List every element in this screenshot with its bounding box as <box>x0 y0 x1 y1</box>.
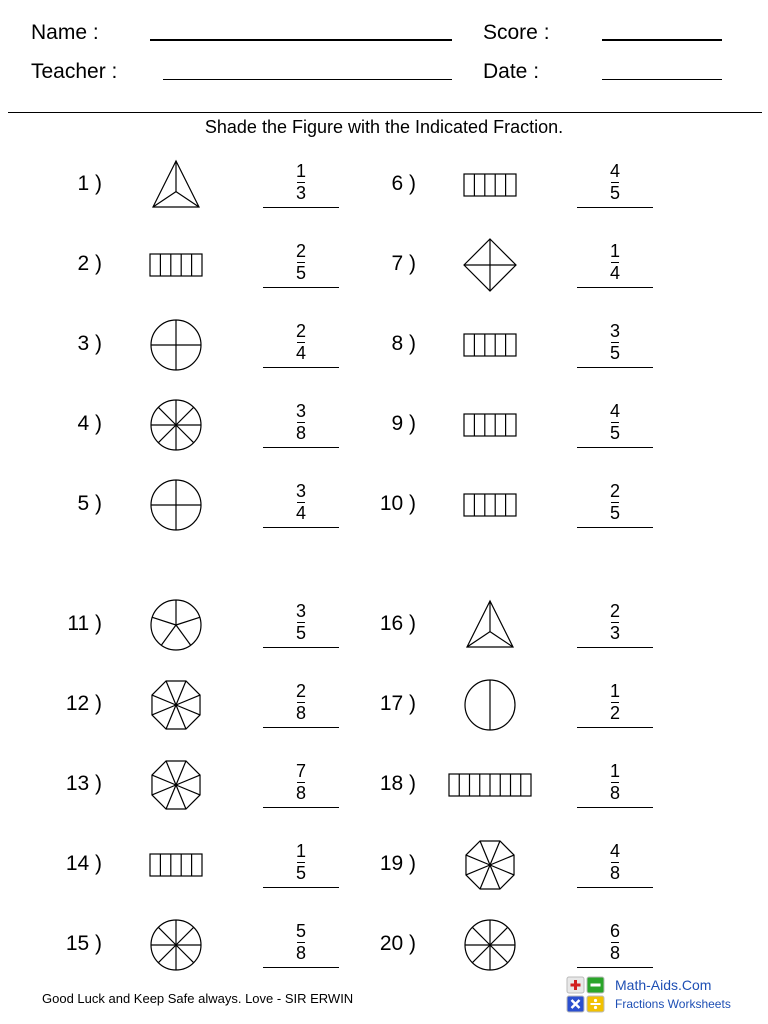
fraction-bar <box>297 182 305 183</box>
score-label: Score : <box>483 21 550 44</box>
problem-number: 19 ) <box>379 852 416 875</box>
fraction-bar <box>297 262 305 263</box>
bar-figure-svg <box>149 851 203 879</box>
date-line[interactable] <box>602 79 722 80</box>
bar-figure-svg <box>463 171 517 199</box>
fraction <box>263 480 339 524</box>
problem-number: 9 ) <box>391 412 416 435</box>
answer-line <box>577 727 653 728</box>
fraction-numerator: 7 <box>295 761 306 781</box>
fraction-denominator: 8 <box>609 783 620 803</box>
fraction <box>263 320 339 364</box>
fraction-numerator: 3 <box>295 481 306 501</box>
fraction-bar <box>611 702 619 703</box>
fraction <box>577 160 653 204</box>
fraction <box>263 240 339 284</box>
diamond-figure-svg <box>462 237 518 293</box>
problem-number: 18 ) <box>379 772 416 795</box>
fraction-numerator: 2 <box>609 601 620 621</box>
fraction-numerator: 1 <box>295 841 306 861</box>
answer-line <box>577 367 653 368</box>
bar-figure-svg <box>463 411 517 439</box>
circle-figure-svg <box>148 317 204 373</box>
fraction-numerator: 2 <box>295 241 306 261</box>
score-line[interactable] <box>602 39 722 41</box>
circle-figure[interactable] <box>148 597 204 658</box>
triangle-figure-svg <box>148 157 204 213</box>
instruction-text: Shade the Figure with the Indicated Fraction. <box>204 117 564 137</box>
fraction-denominator: 8 <box>295 943 306 963</box>
octagon-figure-svg <box>148 677 204 733</box>
fraction-denominator: 5 <box>609 503 620 523</box>
fraction <box>263 400 339 444</box>
circle-figure-svg <box>462 677 518 733</box>
problem-number: 10 ) <box>379 492 416 515</box>
triangle-figure[interactable] <box>148 157 204 218</box>
bar-figure-svg <box>149 251 203 279</box>
fraction-denominator: 4 <box>295 343 306 363</box>
bar-figure[interactable] <box>463 411 517 444</box>
date-label: Date : <box>483 60 540 83</box>
circle-figure[interactable] <box>148 477 204 538</box>
fraction-denominator: 5 <box>295 623 306 643</box>
bar-figure[interactable] <box>149 251 203 284</box>
fraction-numerator: 2 <box>609 481 620 501</box>
triangle-figure-svg <box>462 597 518 653</box>
fraction-numerator: 3 <box>295 401 306 421</box>
fraction-numerator: 4 <box>609 841 620 861</box>
answer-line <box>577 527 653 528</box>
bar-figure[interactable] <box>463 171 517 204</box>
problem-number: 14 ) <box>65 852 102 875</box>
fraction <box>263 920 339 964</box>
fraction-numerator: 5 <box>295 921 306 941</box>
fraction-bar <box>611 622 619 623</box>
operations-icon <box>566 976 606 1014</box>
fraction-bar <box>611 782 619 783</box>
fraction <box>577 840 653 884</box>
fraction-bar <box>297 502 305 503</box>
fraction-bar <box>297 342 305 343</box>
answer-line <box>577 287 653 288</box>
circle-figure[interactable] <box>148 397 204 458</box>
fraction-numerator: 2 <box>295 321 306 341</box>
answer-line <box>263 527 339 528</box>
fraction-denominator: 5 <box>295 263 306 283</box>
fraction-denominator: 8 <box>295 423 306 443</box>
problem-number: 16 ) <box>379 612 416 635</box>
answer-line <box>263 287 339 288</box>
logo-subtitle: Fractions Worksheets <box>615 997 731 1011</box>
circle-figure-svg <box>148 917 204 973</box>
fraction-bar <box>611 262 619 263</box>
answer-line <box>577 887 653 888</box>
fraction-denominator: 3 <box>609 623 620 643</box>
answer-line <box>577 807 653 808</box>
octagon-figure[interactable] <box>462 837 518 898</box>
answer-line <box>263 207 339 208</box>
bar-figure-svg <box>448 771 532 799</box>
answer-line <box>263 727 339 728</box>
fraction-denominator: 5 <box>295 863 306 883</box>
problem-number: 15 ) <box>65 932 102 955</box>
problem-number: 8 ) <box>391 332 416 355</box>
fraction-denominator: 5 <box>609 423 620 443</box>
fraction-numerator: 1 <box>609 681 620 701</box>
fraction-denominator: 4 <box>609 263 620 283</box>
octagon-figure[interactable] <box>148 757 204 818</box>
fraction-numerator: 3 <box>609 321 620 341</box>
triangle-figure[interactable] <box>462 597 518 658</box>
octagon-figure-svg <box>462 837 518 893</box>
circle-figure[interactable] <box>462 917 518 978</box>
fraction-bar <box>611 422 619 423</box>
bar-figure-svg <box>463 491 517 519</box>
answer-line <box>263 967 339 968</box>
problem-number: 17 ) <box>379 692 416 715</box>
logo-title[interactable]: Math-Aids.Com <box>615 977 712 993</box>
circle-figure-svg <box>148 397 204 453</box>
fraction-bar <box>297 622 305 623</box>
problem-number: 12 ) <box>65 692 102 715</box>
fraction-bar <box>611 182 619 183</box>
fraction <box>577 480 653 524</box>
fraction-numerator: 2 <box>295 681 306 701</box>
bar-figure[interactable] <box>463 491 517 524</box>
circle-figure[interactable] <box>462 677 518 738</box>
fraction <box>577 320 653 364</box>
bar-figure[interactable] <box>448 771 532 804</box>
fraction-bar <box>611 502 619 503</box>
fraction-bar <box>297 422 305 423</box>
problem-number: 13 ) <box>65 772 102 795</box>
fraction-denominator: 8 <box>295 703 306 723</box>
fraction <box>263 760 339 804</box>
fraction-denominator: 2 <box>609 703 620 723</box>
fraction-numerator: 1 <box>295 161 306 181</box>
fraction-bar <box>297 942 305 943</box>
header-divider <box>8 112 762 113</box>
problem-number: 5 ) <box>77 492 102 515</box>
answer-line <box>577 647 653 648</box>
teacher-line[interactable] <box>163 79 452 80</box>
fraction-numerator: 4 <box>609 161 620 181</box>
bar-figure-svg <box>463 331 517 359</box>
name-label: Name : <box>31 21 99 44</box>
fraction-bar <box>611 342 619 343</box>
problem-number: 3 ) <box>77 332 102 355</box>
answer-line <box>263 367 339 368</box>
answer-line <box>263 807 339 808</box>
problem-number: 20 ) <box>379 932 416 955</box>
fraction <box>577 920 653 964</box>
fraction-numerator: 6 <box>609 921 620 941</box>
math-aids-logo <box>566 976 606 1014</box>
circle-figure-svg <box>148 597 204 653</box>
fraction-denominator: 8 <box>609 943 620 963</box>
circle-figure-svg <box>462 917 518 973</box>
fraction-bar <box>297 862 305 863</box>
answer-line <box>577 967 653 968</box>
fraction-numerator: 4 <box>609 401 620 421</box>
fraction-denominator: 4 <box>295 503 306 523</box>
fraction <box>263 600 339 644</box>
fraction-numerator: 1 <box>609 761 620 781</box>
fraction-denominator: 5 <box>609 343 620 363</box>
octagon-figure-svg <box>148 757 204 813</box>
circle-figure[interactable] <box>148 917 204 978</box>
footer-note: Good Luck and Keep Safe always. Love - SIR ERWIN <box>42 991 354 1006</box>
answer-line <box>577 207 653 208</box>
answer-line <box>577 447 653 448</box>
fraction-denominator: 5 <box>609 183 620 203</box>
octagon-figure[interactable] <box>148 677 204 738</box>
fraction-bar <box>611 862 619 863</box>
fraction-numerator: 3 <box>295 601 306 621</box>
answer-line <box>263 887 339 888</box>
diamond-figure[interactable] <box>462 237 518 298</box>
fraction-denominator: 3 <box>295 183 306 203</box>
fraction-bar <box>611 942 619 943</box>
circle-figure-svg <box>148 477 204 533</box>
teacher-label: Teacher : <box>31 60 118 83</box>
problem-number: 1 ) <box>77 172 102 195</box>
problem-number: 7 ) <box>391 252 416 275</box>
name-line[interactable] <box>150 39 452 41</box>
problem-number: 2 ) <box>77 252 102 275</box>
bar-figure[interactable] <box>463 331 517 364</box>
problem-number: 4 ) <box>77 412 102 435</box>
fraction-bar <box>297 782 305 783</box>
fraction <box>263 840 339 884</box>
problem-number: 11 ) <box>67 612 102 635</box>
fraction-numerator: 1 <box>609 241 620 261</box>
fraction <box>577 600 653 644</box>
fraction-denominator: 8 <box>609 863 620 883</box>
fraction <box>577 240 653 284</box>
fraction <box>577 680 653 724</box>
fraction-denominator: 8 <box>295 783 306 803</box>
fraction <box>577 400 653 444</box>
fraction <box>263 680 339 724</box>
problem-number: 6 ) <box>391 172 416 195</box>
answer-line <box>263 647 339 648</box>
bar-figure[interactable] <box>149 851 203 884</box>
fraction-bar <box>297 702 305 703</box>
fraction <box>577 760 653 804</box>
answer-line <box>263 447 339 448</box>
fraction <box>263 160 339 204</box>
circle-figure[interactable] <box>148 317 204 378</box>
